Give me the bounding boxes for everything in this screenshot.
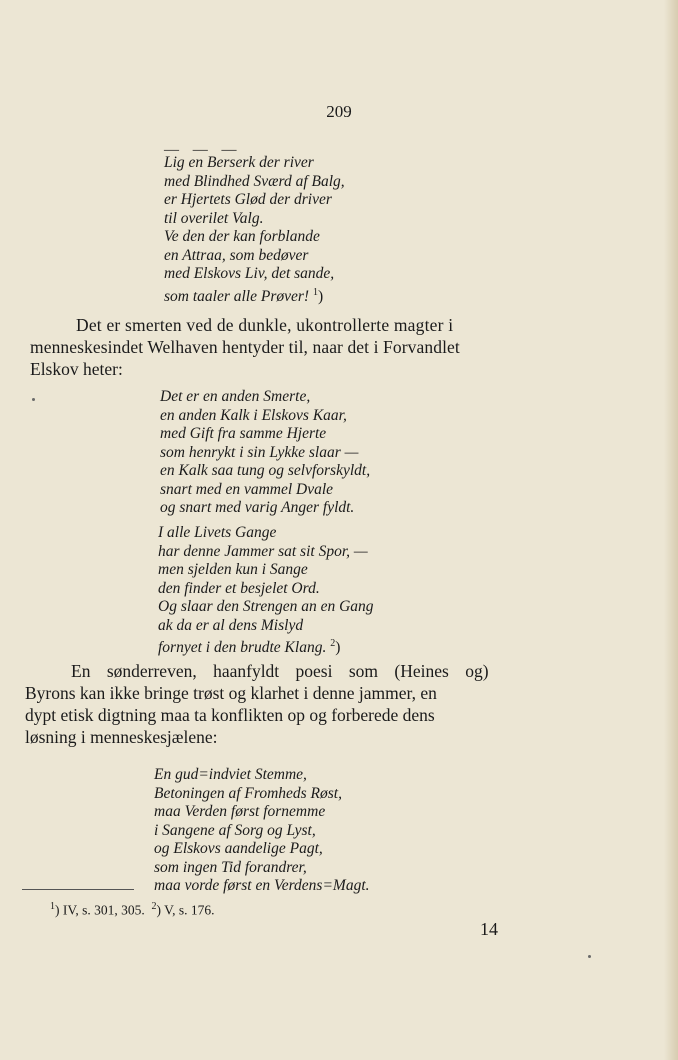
footnote-divider [22, 889, 134, 890]
verse-line: Lig en Berserk der river [164, 154, 314, 171]
footnote-ref: 1 [312, 286, 318, 298]
verse-line: som ingen Tid forandrer, [154, 858, 307, 876]
verse-line: som taaler alle Prøver! [164, 287, 310, 305]
verse-block-2 [160, 388, 370, 518]
verse-line: og Elskovs aandelige Pagt, [154, 840, 323, 857]
prose-line: Det er smerten ved de dunkle, ukontrollerte magter i [76, 315, 454, 335]
footnote-2-mark: 2 [151, 901, 157, 912]
verse-line: ak da er al dens Mislyd [158, 616, 304, 634]
footnote-ref: 2 [330, 638, 336, 649]
verse-line: en Attraa, som bedøver [164, 246, 309, 264]
paper-speck [588, 955, 591, 958]
verse-line: men sjelden kun i Sange [158, 561, 308, 578]
verse-line: til overilet Valg. [164, 209, 264, 227]
footnote-2: ) V, s. 176. [156, 902, 215, 918]
verse-line: Ve den der kan forblande [164, 228, 320, 245]
verse-line: maa vorde først en Verdens=Magt. [154, 877, 370, 894]
verse-line: en Kalk saa tung og selvforskyldt, [160, 462, 371, 479]
prose-line: Byrons kan ikke bringe trøst og klarhet i denne jammer, en [25, 683, 437, 703]
verse-line: og snart med varig Anger fyldt. [160, 499, 355, 516]
footnotes [50, 901, 215, 919]
verse-line: som henrykt i sin Lykke slaar — [160, 443, 359, 461]
paragraph-1 [30, 314, 460, 380]
verse-line: er Hjertets Glød der driver [164, 191, 332, 208]
verse-line: Betoningen af Fromheds Røst, [154, 784, 342, 802]
verse-line: den finder et besjelet Ord. [158, 579, 320, 597]
verse-line: har denne Jammer sat sit Spor, — [158, 542, 368, 560]
verse-line: i Sangene af Sorg og Lyst, [154, 821, 316, 839]
verse-line: snart med en vammel Dvale [160, 480, 334, 498]
footnote-1: ) IV, s. 301, 305. [55, 902, 145, 918]
verse-block-3 [158, 524, 374, 657]
verse-line: I alle Livets Gange [158, 524, 277, 541]
verse-line: en anden Kalk i Elskovs Kaar, [160, 406, 347, 424]
footnote-ref-paren: ) [317, 287, 324, 305]
prose-line: menneskesindet Welhaven hentyder til, naar det i Forvandlet [30, 337, 460, 357]
verse-line: med Blindhed Sværd af Balg, [164, 172, 345, 190]
section-dashes: — — — [164, 142, 242, 158]
verse-line: med Elskovs Liv, det sande, [164, 265, 335, 282]
verse-last-line [158, 635, 374, 657]
page-number: 209 [326, 102, 352, 121]
verse-line: Det er en anden Smerte, [160, 388, 311, 405]
verse-line: fornyet i den brudte Klang. [158, 639, 327, 657]
verse-line: Og slaar den Strengen an en Gang [158, 598, 374, 615]
page-edge-shadow [664, 0, 678, 1060]
footnote-1-mark: 1 [50, 901, 55, 912]
prose-line: dypt etisk digtning maa ta konflikten op og forberede dens [25, 705, 435, 725]
verse-block-4 [154, 766, 370, 896]
verse-last-line [164, 284, 345, 303]
footnote-ref-paren: ) [335, 639, 341, 657]
verse-line: En gud=indviet Stemme, [154, 766, 307, 783]
paper-speck [32, 398, 35, 401]
prose-line: løsning i menneskesjælene: [25, 727, 218, 747]
verse-line: maa Verden først fornemme [154, 803, 326, 820]
paragraph-2 [25, 660, 489, 748]
signature-mark: 14 [480, 919, 498, 939]
prose-line: En sønderreven, haanfyldt poesi som (Heines og) [71, 661, 489, 681]
prose-line: Elskov heter: [30, 359, 123, 379]
verse-line: med Gift fra samme Hjerte [160, 425, 327, 442]
verse-block-1 [164, 154, 345, 305]
